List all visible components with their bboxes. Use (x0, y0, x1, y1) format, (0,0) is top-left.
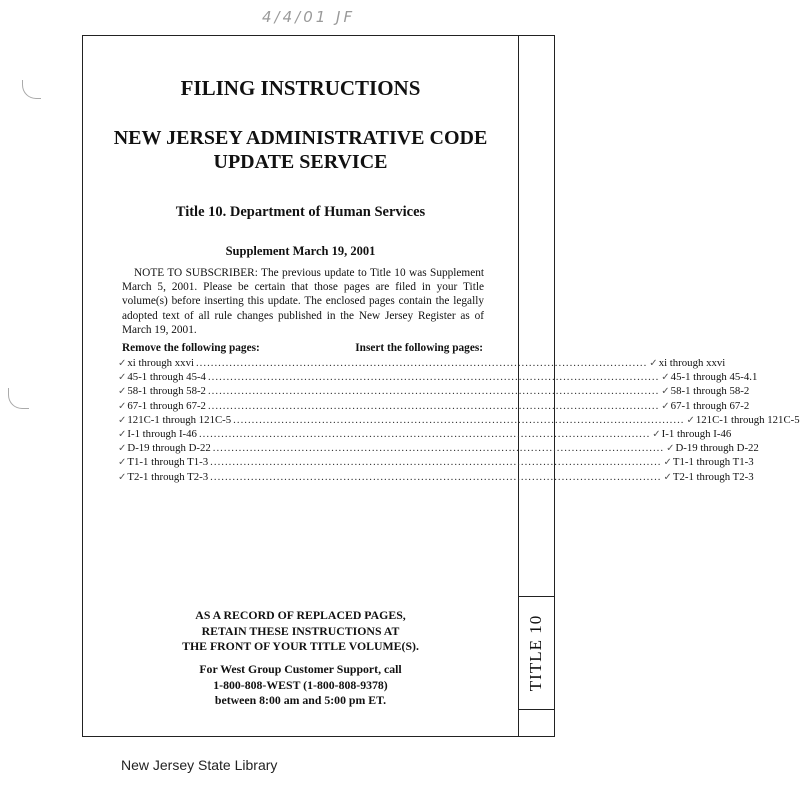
remove-pages: T1-1 through T1-3 (127, 456, 209, 469)
check-mark-icon: ✓ (649, 358, 658, 369)
subscriber-note-text: NOTE TO SUBSCRIBER: The previous update to Title 10 was Supplement March 5, 2001. Please be certain that those pages are filed in your Title volume(s) before inserting this update. The enclosed pages contain the legally adopted text of all rule changes published in the New Jersey Register as of March 19, 2001. (122, 267, 484, 336)
dot-leader: .......................................................................................................................... (207, 371, 660, 384)
page-row (118, 384, 750, 398)
record-notice-line-3: THE FRONT OF YOUR TITLE VOLUME(S). (182, 639, 419, 653)
insert-pages: xi through xxvi (658, 357, 726, 369)
code-title-line-2: UPDATE SERVICE (213, 151, 388, 173)
subscriber-note (122, 266, 484, 337)
check-mark-icon: ✓ (118, 443, 127, 455)
insert-pages: 121C-1 through 121C-5 (695, 413, 800, 426)
check-mark-icon: ✓ (686, 414, 695, 426)
remove-pages: 121C-1 through 121C-5 (127, 413, 232, 426)
dot-leader: .......................................................................................................................... (212, 442, 665, 455)
insert-pages: D-19 through D-22 (675, 442, 759, 455)
check-mark-icon: ✓ (118, 400, 127, 412)
page-row (118, 470, 754, 484)
page-list (118, 356, 800, 484)
check-mark-icon: ✓ (118, 428, 127, 440)
library-stamp: New Jersey State Library (121, 757, 278, 773)
check-mark-icon: ✓ (118, 414, 127, 426)
check-mark-icon: ✓ (118, 358, 127, 369)
insert-pages: 67-1 through 67-2 (670, 399, 750, 412)
check-mark-icon: ✓ (666, 443, 675, 455)
page-row (118, 399, 750, 413)
customer-support (82, 662, 519, 709)
support-line-1: For West Group Customer Support, call (199, 662, 402, 676)
page-row (118, 441, 759, 455)
check-mark-icon: ✓ (661, 372, 670, 384)
dot-leader: .......................................................................................................................... (210, 470, 662, 483)
scan-mark-left-mid (8, 388, 29, 409)
check-mark-icon: ✓ (661, 400, 670, 412)
dot-leader: .......................................................................................................................... (207, 385, 660, 398)
check-mark-icon: ✓ (661, 386, 670, 398)
page-row (118, 413, 800, 427)
dot-leader: .......................................................................................................................... (207, 399, 660, 412)
check-mark-icon: ✓ (118, 386, 127, 398)
supplement-date: Supplement March 19, 2001 (225, 244, 376, 258)
remove-pages: D-19 through D-22 (127, 442, 211, 455)
record-notice-line-2: RETAIN THESE INSTRUCTIONS AT (201, 623, 400, 638)
check-mark-icon: ✓ (663, 471, 672, 483)
record-notice (82, 608, 519, 655)
check-mark-icon: ✓ (118, 457, 127, 469)
document-title: FILING INSTRUCTIONS (180, 76, 421, 100)
handwritten-date-note: 4/4/01 JF (262, 8, 356, 26)
remove-pages: 45-1 through 45-4 (127, 371, 206, 384)
insert-pages: I-1 through I-46 (661, 427, 732, 440)
check-mark-icon: ✓ (118, 471, 127, 483)
code-title (82, 126, 519, 174)
page-row (118, 370, 758, 384)
page-row (118, 427, 732, 441)
support-hours: between 8:00 am and 5:00 pm ET. (214, 693, 387, 707)
check-mark-icon: ✓ (118, 372, 127, 384)
title-tab (518, 596, 555, 710)
insert-pages: T1-1 through T1-3 (672, 456, 754, 469)
insert-pages-header: Insert the following pages: (355, 342, 483, 354)
record-notice-line-1: AS A RECORD OF REPLACED PAGES, (195, 608, 406, 622)
dot-leader: .......................................................................................................................... (233, 413, 685, 426)
insert-pages: 45-1 through 45-4.1 (670, 371, 758, 384)
remove-pages: T2-1 through T2-3 (127, 470, 209, 483)
code-title-line-1: NEW JERSEY ADMINISTRATIVE CODE (113, 127, 488, 149)
page-row (118, 356, 726, 370)
support-phone: 1-800-808-WEST (1-800-808-9378) (213, 677, 388, 692)
check-mark-icon: ✓ (652, 428, 661, 440)
remove-pages-header: Remove the following pages: (122, 342, 260, 354)
page-row (118, 455, 754, 469)
check-mark-icon: ✓ (663, 457, 672, 469)
remove-pages: 58-1 through 58-2 (127, 385, 206, 398)
dot-leader: .......................................................................................................................... (198, 427, 651, 440)
remove-pages: xi through xxvi (127, 357, 194, 369)
dot-leader: .......................................................................................................................... (210, 456, 662, 469)
insert-pages: T2-1 through T2-3 (672, 470, 754, 483)
insert-pages: 58-1 through 58-2 (670, 385, 750, 398)
remove-pages: 67-1 through 67-2 (127, 399, 206, 412)
dot-leader: .......................................................................................................................... (195, 357, 648, 369)
remove-pages: I-1 through I-46 (127, 427, 197, 440)
title-tab-label: TITLE 10 (526, 614, 546, 692)
scan-mark-left-top (22, 80, 41, 99)
department-heading: Title 10. Department of Human Services (175, 204, 426, 220)
